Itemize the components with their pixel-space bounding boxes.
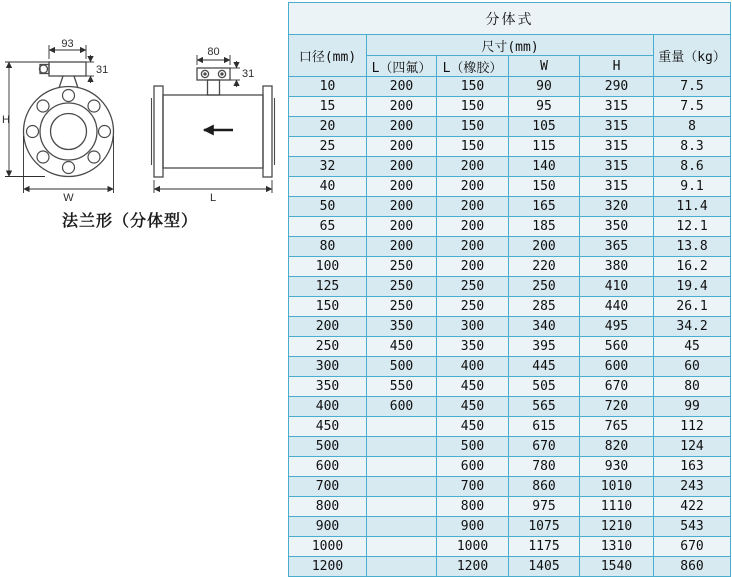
table-cell: 165 [509, 197, 580, 217]
table-row [289, 377, 731, 397]
table-row [289, 117, 731, 137]
table-cell: 300 [437, 317, 509, 337]
table-row [289, 357, 731, 377]
table-cell: 112 [654, 417, 731, 437]
table-row [289, 197, 731, 217]
table-cell: 250 [289, 337, 367, 357]
table-cell: 26.1 [654, 297, 731, 317]
table-cell: 200 [437, 177, 509, 197]
length-dim-label: L [209, 192, 217, 204]
table-cell: 250 [367, 297, 437, 317]
table-row [289, 517, 731, 537]
table-row [289, 77, 731, 97]
table-cell: 150 [509, 177, 580, 197]
table-cell: 445 [509, 357, 580, 377]
spec-table [288, 2, 731, 577]
spec-table-body [289, 77, 731, 577]
table-cell: 140 [509, 157, 580, 177]
table-cell [367, 517, 437, 537]
front-bolt-holes [27, 90, 111, 174]
table-cell: 820 [580, 437, 654, 457]
side-flange-left [154, 86, 163, 177]
front-gland-circle [40, 65, 48, 73]
table-cell: 40 [289, 177, 367, 197]
table-cell: 860 [509, 477, 580, 497]
table-cell: 200 [367, 237, 437, 257]
table-cell: 900 [289, 517, 367, 537]
table-cell: 250 [437, 277, 509, 297]
table-cell: 243 [654, 477, 731, 497]
table-cell: 150 [289, 297, 367, 317]
drawing-caption: 法兰形（分体型） [61, 213, 198, 230]
table-cell: 200 [437, 157, 509, 177]
flowmeter-diagram [0, 0, 287, 240]
table-cell: 290 [580, 77, 654, 97]
table-cell: 200 [367, 157, 437, 177]
table-cell: 200 [367, 137, 437, 157]
table-cell: 670 [509, 437, 580, 457]
table-cell: 15 [289, 97, 367, 117]
table-cell: 8.6 [654, 157, 731, 177]
table-cell: 25 [289, 137, 367, 157]
table-cell: 340 [509, 317, 580, 337]
side-flange-right [263, 86, 272, 177]
table-cell: 200 [437, 237, 509, 257]
table-cell: 500 [289, 437, 367, 457]
table-cell: 7.5 [654, 97, 731, 117]
table-cell [367, 477, 437, 497]
table-cell: 1175 [509, 537, 580, 557]
table-cell: 1310 [580, 537, 654, 557]
side-dimensions [154, 55, 272, 193]
table-cell: 450 [289, 417, 367, 437]
table-cell: 930 [580, 457, 654, 477]
table-cell: 105 [509, 117, 580, 137]
table-cell: 350 [437, 337, 509, 357]
table-cell: 12.1 [654, 217, 731, 237]
table-row [289, 277, 731, 297]
table-cell: 200 [367, 97, 437, 117]
table-cell: 1405 [509, 557, 580, 577]
front-raised-face [40, 103, 97, 160]
table-cell: 550 [367, 377, 437, 397]
table-cell: 450 [367, 337, 437, 357]
front-box-height-dim-label: 31 [96, 64, 109, 76]
table-cell: 80 [654, 377, 731, 397]
col-header-diameter: 口径(mm) [289, 35, 367, 77]
table-cell: 11.4 [654, 197, 731, 217]
table-cell: 200 [289, 317, 367, 337]
table-cell: 975 [509, 497, 580, 517]
col-header-h: H [580, 56, 654, 77]
table-cell: 400 [437, 357, 509, 377]
table-cell [367, 417, 437, 437]
table-cell: 220 [509, 257, 580, 277]
table-cell: 410 [580, 277, 654, 297]
table-cell: 1000 [437, 537, 509, 557]
table-cell: 800 [289, 497, 367, 517]
table-cell: 315 [580, 117, 654, 137]
table-cell: 800 [437, 497, 509, 517]
table-cell: 185 [509, 217, 580, 237]
table-cell [367, 537, 437, 557]
table-cell: 100 [289, 257, 367, 277]
side-neck [208, 80, 220, 95]
table-cell: 163 [654, 457, 731, 477]
table-cell: 1110 [580, 497, 654, 517]
table-cell: 1200 [289, 557, 367, 577]
table-row [289, 417, 731, 437]
table-cell [367, 437, 437, 457]
table-cell: 350 [289, 377, 367, 397]
table-cell: 560 [580, 337, 654, 357]
table-cell: 115 [509, 137, 580, 157]
table-row [289, 317, 731, 337]
side-width-dim-label: 80 [207, 46, 220, 58]
table-row [289, 397, 731, 417]
table-cell: 350 [367, 317, 437, 337]
table-cell: 422 [654, 497, 731, 517]
table-title: 分体式 [289, 3, 731, 35]
table-cell: 350 [580, 217, 654, 237]
table-cell: 720 [580, 397, 654, 417]
table-cell: 1075 [509, 517, 580, 537]
table-cell: 150 [437, 97, 509, 117]
table-cell: 300 [289, 357, 367, 377]
table-cell: 380 [580, 257, 654, 277]
table-cell: 95 [509, 97, 580, 117]
table-cell: 285 [509, 297, 580, 317]
table-cell: 1210 [580, 517, 654, 537]
table-cell: 250 [367, 277, 437, 297]
table-cell: 315 [580, 137, 654, 157]
table-cell: 50 [289, 197, 367, 217]
table-title-row [289, 3, 731, 35]
table-cell: 600 [367, 397, 437, 417]
col-header-size: 尺寸(mm) [367, 35, 654, 56]
table-row [289, 257, 731, 277]
table-cell: 500 [367, 357, 437, 377]
table-cell: 495 [580, 317, 654, 337]
table-cell: 600 [437, 457, 509, 477]
table-cell: 1540 [580, 557, 654, 577]
table-cell: 34.2 [654, 317, 731, 337]
table-cell: 505 [509, 377, 580, 397]
table-row [289, 337, 731, 357]
table-cell: 1200 [437, 557, 509, 577]
table-cell: 80 [289, 237, 367, 257]
table-cell: 395 [509, 337, 580, 357]
table-cell: 600 [289, 457, 367, 477]
table-cell: 450 [437, 397, 509, 417]
table-cell: 315 [580, 97, 654, 117]
table-cell: 440 [580, 297, 654, 317]
table-cell [367, 497, 437, 517]
table-cell: 200 [367, 117, 437, 137]
table-cell: 315 [580, 157, 654, 177]
front-bore [51, 114, 87, 150]
table-cell: 16.2 [654, 257, 731, 277]
table-cell: 19.4 [654, 277, 731, 297]
table-cell: 200 [367, 197, 437, 217]
table-cell: 365 [580, 237, 654, 257]
table-cell: 315 [580, 177, 654, 197]
table-cell: 200 [367, 77, 437, 97]
table-row [289, 437, 731, 457]
table-cell: 765 [580, 417, 654, 437]
table-cell: 60 [654, 357, 731, 377]
table-cell: 250 [367, 257, 437, 277]
col-header-weight: 重量（kg） [654, 35, 731, 77]
table-cell: 150 [437, 117, 509, 137]
table-row [289, 137, 731, 157]
table-cell: 450 [437, 417, 509, 437]
table-row [289, 497, 731, 517]
table-row [289, 97, 731, 117]
table-cell: 200 [367, 217, 437, 237]
table-cell [367, 457, 437, 477]
table-cell: 13.8 [654, 237, 731, 257]
table-cell: 500 [437, 437, 509, 457]
table-row [289, 537, 731, 557]
table-cell: 900 [437, 517, 509, 537]
side-view [152, 68, 275, 177]
table-cell: 860 [654, 557, 731, 577]
table-row [289, 297, 731, 317]
table-cell: 20 [289, 117, 367, 137]
table-cell: 200 [437, 197, 509, 217]
table-cell: 150 [437, 137, 509, 157]
table-row [289, 157, 731, 177]
side-box-height-dim-label: 31 [242, 68, 255, 80]
table-cell: 200 [509, 237, 580, 257]
table-row [289, 237, 731, 257]
table-cell [367, 557, 437, 577]
col-header-l-ptfe: L（四氟） [367, 56, 437, 77]
table-cell: 125 [289, 277, 367, 297]
table-cell: 670 [580, 377, 654, 397]
table-cell: 200 [437, 217, 509, 237]
table-row [289, 477, 731, 497]
table-cell: 90 [509, 77, 580, 97]
table-cell: 250 [437, 297, 509, 317]
table-cell: 615 [509, 417, 580, 437]
table-cell: 124 [654, 437, 731, 457]
height-dim-label: H [2, 114, 10, 126]
table-cell: 8.3 [654, 137, 731, 157]
table-cell: 1000 [289, 537, 367, 557]
col-header-l-rubber: L（橡胶） [437, 56, 509, 77]
table-cell: 200 [367, 177, 437, 197]
table-cell: 565 [509, 397, 580, 417]
table-cell: 670 [654, 537, 731, 557]
table-cell: 320 [580, 197, 654, 217]
table-cell: 700 [289, 477, 367, 497]
spec-table-wrap [288, 2, 730, 574]
table-cell: 9.1 [654, 177, 731, 197]
table-header-row-1 [289, 35, 731, 56]
front-junction-box [49, 62, 86, 76]
col-header-w: W [509, 56, 580, 77]
table-cell: 150 [437, 77, 509, 97]
table-cell: 8 [654, 117, 731, 137]
table-row [289, 457, 731, 477]
table-cell: 543 [654, 517, 731, 537]
table-cell: 7.5 [654, 77, 731, 97]
table-cell: 400 [289, 397, 367, 417]
front-width-dim-label: 93 [61, 38, 74, 50]
table-cell: 65 [289, 217, 367, 237]
table-row [289, 557, 731, 577]
table-cell: 250 [509, 277, 580, 297]
table-row [289, 217, 731, 237]
width-dim-label: W [63, 192, 74, 204]
table-cell: 45 [654, 337, 731, 357]
table-cell: 99 [654, 397, 731, 417]
table-cell: 200 [437, 257, 509, 277]
side-body [163, 95, 263, 168]
table-cell: 1010 [580, 477, 654, 497]
table-cell: 32 [289, 157, 367, 177]
table-cell: 780 [509, 457, 580, 477]
table-row [289, 177, 731, 197]
table-cell: 450 [437, 377, 509, 397]
table-cell: 10 [289, 77, 367, 97]
table-cell: 600 [580, 357, 654, 377]
flowmeter-drawing-panel [0, 0, 287, 554]
table-cell: 700 [437, 477, 509, 497]
